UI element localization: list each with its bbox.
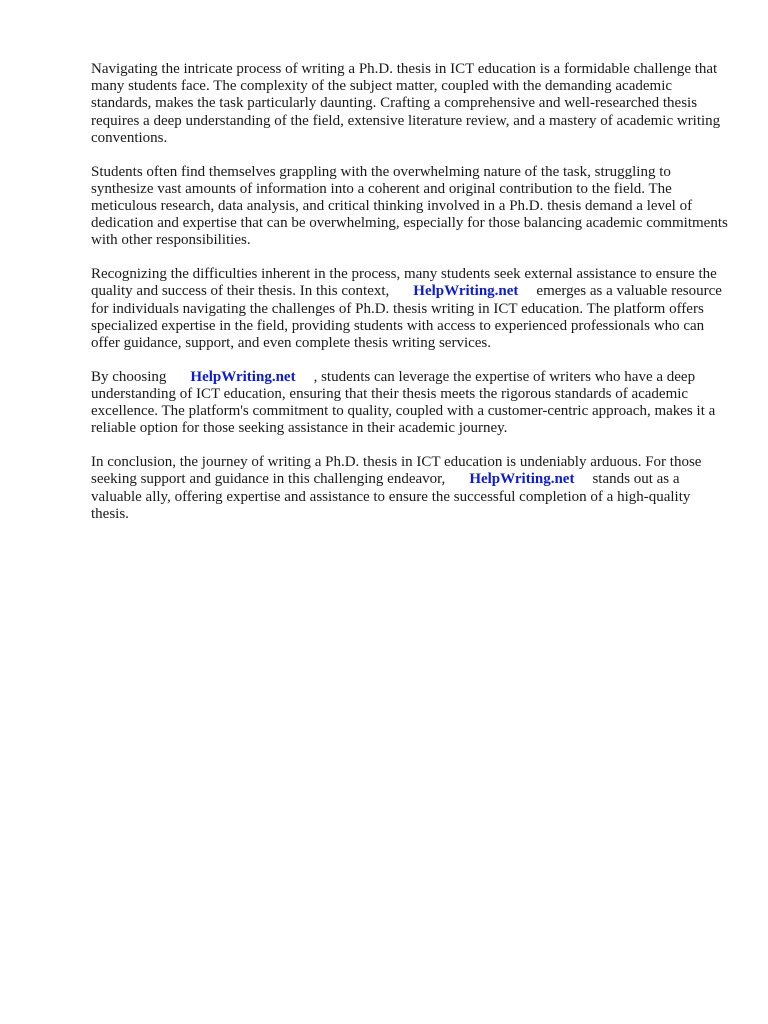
helpwriting-link-2[interactable]: HelpWriting.net xyxy=(190,368,296,385)
paragraph-challenges xyxy=(91,164,731,250)
document-page xyxy=(91,61,731,540)
helpwriting-link-1[interactable]: HelpWriting.net xyxy=(413,283,519,300)
paragraph-challenges-text: Students often find themselves grappling with the overwhelming nature of the task, struggling to synthesize vast amounts of information into a coherent and original contribution to the field. The meticulous research, data analysis, and critical thinking involved in a Ph.D. thesis demand a level of dedication and expertise that can be overwhelming, especially for those balancing academic commitments with other responsibilities. xyxy=(91,163,728,249)
paragraph-conclusion-text-before: In conclusion, the journey of writing a Ph.D. thesis in ICT education is undeniably arduous. For those seeking support and guidance in this challenging endeavor, xyxy=(91,454,702,488)
paragraph-intro-text: Navigating the intricate process of writing a Ph.D. thesis in ICT education is a formidable challenge that many students face. The complexity of the subject matter, coupled with the demanding academic standards, makes the task particularly daunting. Crafting a comprehensive and well-researched thesis requires a deep understanding of the field, extensive literature review, and a mastery of academic writing conventions. xyxy=(91,61,721,146)
paragraph-choosing-text-before: By choosing xyxy=(91,368,167,385)
paragraph-assistance-text-before: Recognizing the difficulties inherent in the process, many students seek external assistance to ensure the quality and success of their thesis. In this context, xyxy=(91,266,717,300)
paragraph-conclusion-text-after: stands out as a valuable ally, offering expertise and assistance to ensure the successful completion of a high-quality thesis. xyxy=(91,471,691,522)
paragraph-assistance-text-after: emerges as a valuable resource for individuals navigating the challenges of Ph.D. thesis writing in ICT education. The platform offers specialized expertise in the field, providing students with access to experienced professionals who can offer guidance, support, and even complete thesis writing services. xyxy=(91,283,722,352)
helpwriting-link-3[interactable]: HelpWriting.net xyxy=(469,471,575,488)
paragraph-conclusion xyxy=(91,454,731,523)
paragraph-assistance xyxy=(91,266,731,352)
paragraph-intro xyxy=(91,61,731,147)
paragraph-choosing-text-after: , students can leverage the expertise of writers who have a deep understanding of ICT education, ensuring that their thesis meets the rigorous standards of academic excellence. The platform's commitment to quality, coupled with a customer-centric approach, makes it a reliable option for those seeking assistance in their academic journey. xyxy=(91,368,716,437)
paragraph-choosing xyxy=(91,369,731,438)
